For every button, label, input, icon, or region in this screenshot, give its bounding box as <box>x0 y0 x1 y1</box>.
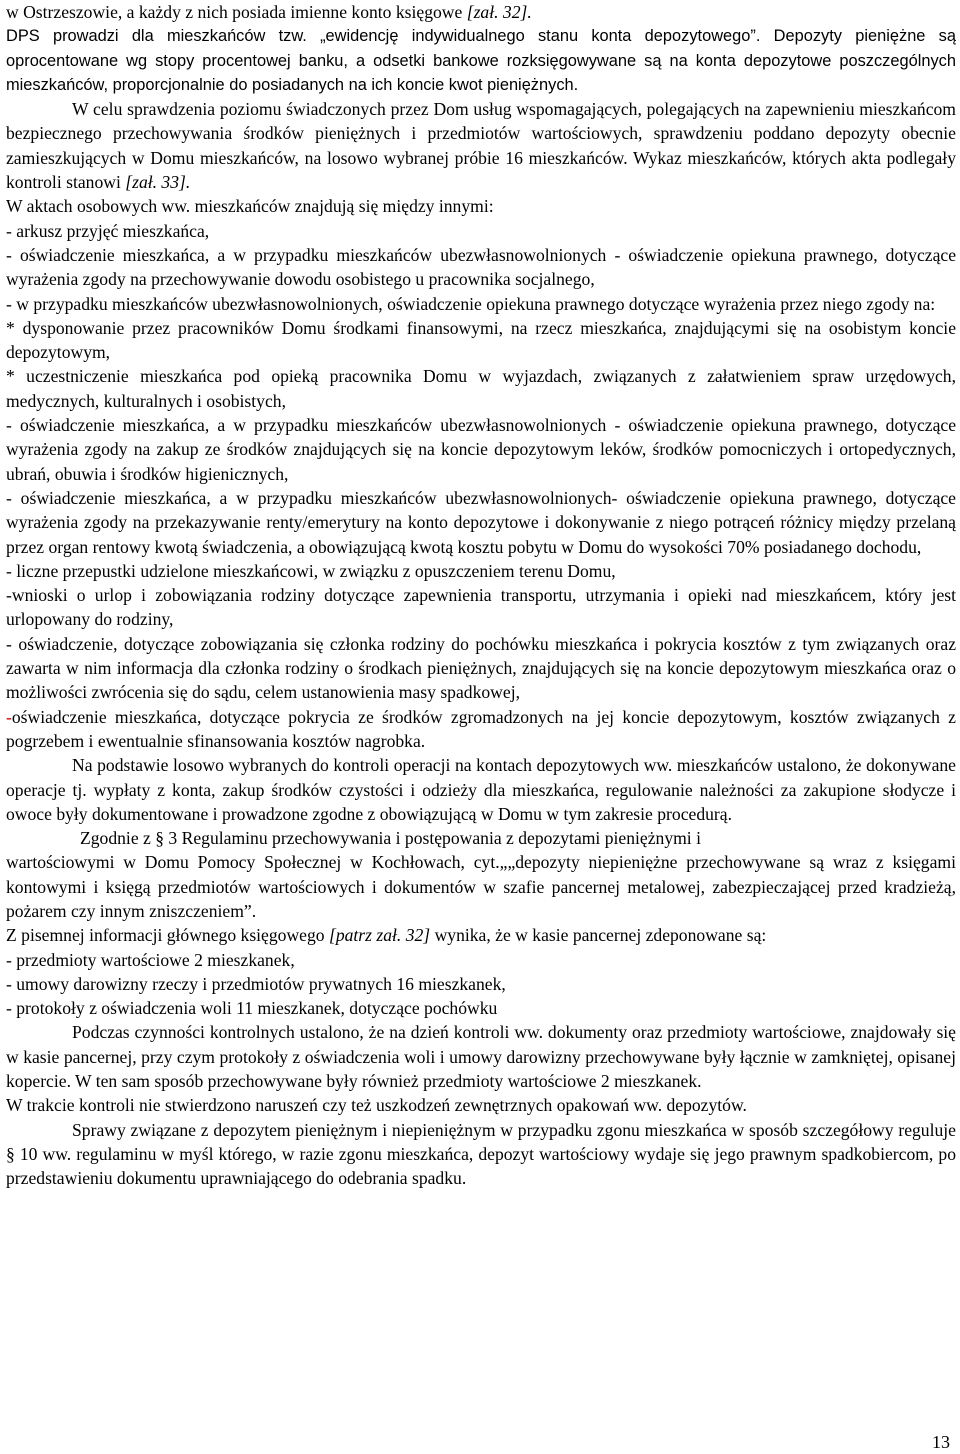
paragraph-4: wartościowymi w Domu Pomocy Społecznej w Kochłowach, cyt.„„depozyty niepieniężne przechowywane są wraz z księgami kontowymi i księgą przedmiotów wartościowych i dokumentów w szafie pancernej metalowej, zabezpieczającej przed kradzieżą, pożarem czy innym zniszczeniem”. <box>6 852 956 921</box>
list-item: - protokoły z oświadczenia woli 11 mieszkanek, dotyczące pochówku <box>6 998 498 1019</box>
list-item: - oświadczenie mieszkańca, a w przypadku mieszkańców ubezwłasnowolnionych - oświadczenie opiekuna prawnego, dotyczące wyrażenia zgody na zakup ze środków znajdujących się na koncie depozytowym leków, środków pomocniczych i ortopedycznych, ubrań, obuwia i środków higienicznych, <box>6 415 956 484</box>
text: W celu sprawdzenia poziomu świadczonych przez Dom usług wspomagających, polegających na zapewnieniu mieszkańcom bezpiecznego przechowywania środków pieniężnych i przedmiotów wartościowych, sprawdzeniu poddano depozyty obecnie zamieszkujących w Domu mieszkańców, na losowo wybranej próbie 16 mieszkańców. Wykaz mieszkańców, których akta podlegały kontroli stanowi <box>6 99 956 193</box>
paragraph-1: DPS prowadzi dla mieszkańców tzw. „ewidencję indywidualnego stanu konta depozytowego”. Depozyty pieniężne są oprocentowane wg stopy procentowej banku, a odsetki bankowe rozksięgowywane są na konta depozytowe poszczególnych mieszkańców, proporcjonalnie do posiadanych na ich koncie kwot pieniężnych. <box>6 27 956 94</box>
list-item: - liczne przepustki udzielone mieszkańcowi, w związku z opuszczeniem terenu Domu, <box>6 560 616 581</box>
paragraph-2 <box>6 97 956 194</box>
list-item: - arkusz przyjęć mieszkańca, <box>6 220 210 241</box>
list-item: - umowy darowizny rzeczy i przedmiotów prywatnych 16 mieszkanek, <box>6 973 506 994</box>
paragraph-4-line-1: Zgodnie z § 3 Regulaminu przechowywania i postępowania z depozytami pieniężnymi i <box>80 828 701 849</box>
paragraph-8: Sprawy związane z depozytem pieniężnym i niepieniężnym w przypadku zgonu mieszkańca w sposób szczegółowy reguluje § 10 ww. regulaminu w myśl którego, w razie zgonu mieszkańca, depozyt wartościowy wydaje się jego prawnym spadkobiercom, po przedstawieniu dokumentu uprawniającego do odebrania spadku. <box>6 1119 956 1189</box>
text: w Ostrzeszowie, a każdy z nich posiada imienne konto księgowe <box>6 2 467 22</box>
list-item: - oświadczenie, dotyczące zobowiązania się członka rodziny do pochówku mieszkańca i pokrycia kosztów z tym związanych oraz zawarta w nim informacja dla członka rodziny o środkach pieniężnych, znajdujących się na koncie depozytowym mieszkańca oraz o możliwości zwrócenia się do sądu, celem ustanowienia masy spadkowej, <box>6 633 956 703</box>
text: oświadczenie mieszkańca, dotyczące pokrycia ze środków zgromadzonych na jej koncie depozytowym, kosztów związanych z pogrzebem i ewentualnie sfinansowania kosztów nagrobka. <box>6 706 956 751</box>
list-item: - w przypadku mieszkańców ubezwłasnowolnionych, oświadczenie opiekuna prawnego dotyczące wyrażenia przez niego zgody na: <box>6 293 936 314</box>
list-item <box>6 705 956 754</box>
text: Z pisemnej informacji głównego księgowego <box>6 925 329 946</box>
list-item: - oświadczenie mieszkańca, a w przypadku mieszkańców ubezwłasnowolnionych- oświadczenie opiekuna prawnego, dotyczące wyrażenia zgody na przekazywanie renty/emerytury na konto depozytowe i dokonywanie z niego potrąceń różnicy między przelaną przez organ rentowy kwotą świadczenia, a obowiązującą kwotą kosztu pobytu w Domu do wysokości 70% posiadanego dochodu, <box>6 487 956 557</box>
attachment-ref: [zał. 32]. <box>466 2 532 22</box>
list-item: - przedmioty wartościowe 2 mieszkanek, <box>6 949 295 970</box>
paragraph-5 <box>6 923 956 947</box>
attachment-ref: [zał. 33]. <box>125 172 191 193</box>
list-item: * uczestniczenie mieszkańca pod opieką pracownika Domu w wyjazdach, związanych z załatwieniem spraw urzędowych, medycznych, kulturalnych i osobistych, <box>6 366 956 411</box>
list-item: - oświadczenie mieszkańca, a w przypadku mieszkańców ubezwłasnowolnionych - oświadczenie opiekuna prawnego, dotyczące wyrażenia zgody na przechowywanie dowodu osobistego u pracownika socjalnego, <box>6 244 956 290</box>
list-item: * dysponowanie przez pracowników Domu środkami finansowymi, na rzecz mieszkańca, znajdującymi się na osobistym koncie depozytowym, <box>6 317 956 363</box>
paragraph-7: W trakcie kontroli nie stwierdzono naruszeń czy też uszkodzeń zewnętrznych opakowań ww. depozytów. <box>6 1095 747 1116</box>
attachment-ref: [patrz zał. 32] <box>328 925 431 946</box>
document-page <box>6 0 956 1191</box>
page-number: 13 <box>932 1432 950 1452</box>
list-intro: W aktach osobowych ww. mieszkańców znajdują się między innymi: <box>6 196 494 217</box>
list-item: -wnioski o urlop i zobowiązania rodziny dotyczące zapewnienia transportu, utrzymania i opieki nad mieszkańcem, który jest urlopowany do rodziny, <box>6 585 956 630</box>
paragraph-3: Na podstawie losowo wybranych do kontroli operacji na kontach depozytowych ww. mieszkańców ustalono, że dokonywane operacje tj. wypłaty z konta, zakup środków czystości i odzieży dla mieszkańca, regulowanie należności za zakupione słodycze i owoce były dokumentowane i prowadzone zgodne z obowiązującą w Domu w tym zakresie procedurą. <box>6 755 956 824</box>
text: wynika, że w kasie pancernej zdeponowane są: <box>430 925 767 946</box>
paragraph-1-line-1 <box>6 0 956 24</box>
paragraph-6: Podczas czynności kontrolnych ustalono, że na dzień kontroli ww. dokumenty oraz przedmioty wartościowe, znajdowały się w kasie pancernej, przy czym protokoły z oświadczenia woli i umowy darowizny przechowywane były łącznie w zamkniętej, opisanej kopercie. W ten sam sposób przechowywane były również przedmioty wartościowe 2 mieszkanek. <box>6 1022 956 1092</box>
list-dash: - <box>6 706 12 727</box>
